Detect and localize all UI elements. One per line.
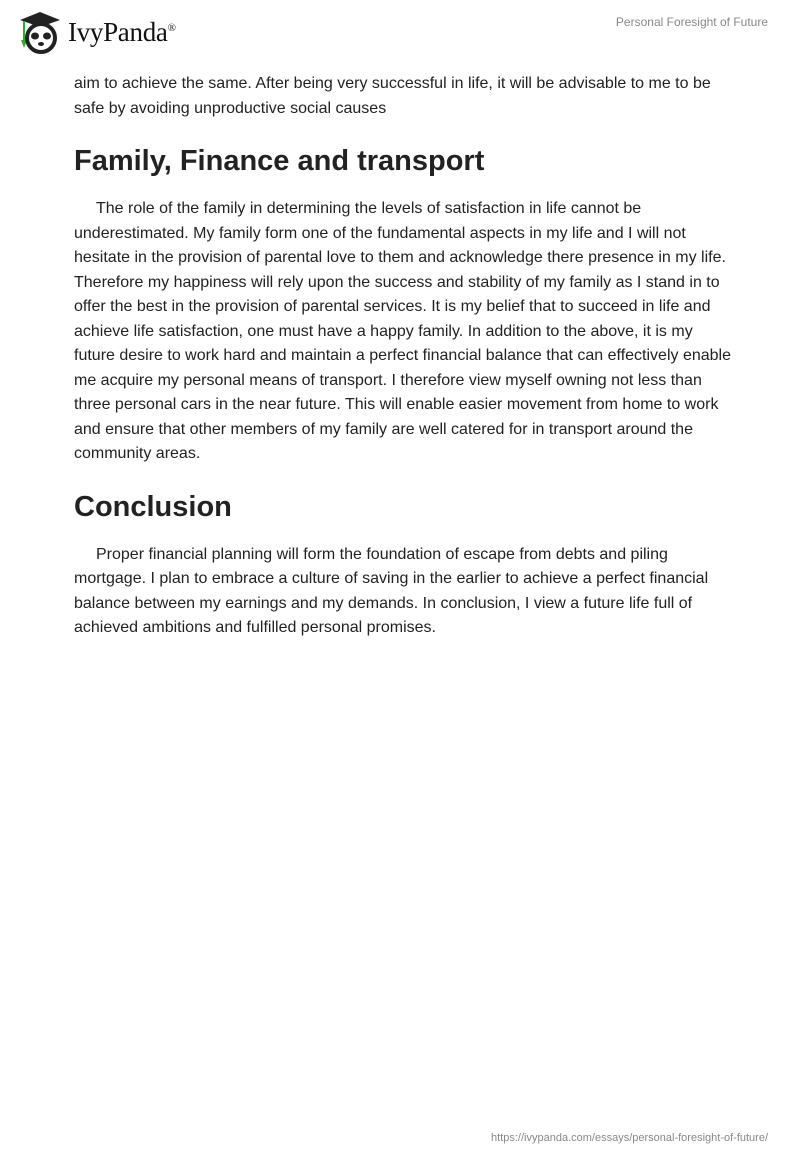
section-paragraph: The role of the family in determining the levels of satisfaction in life cannot be underestimated. My family form one of the fundamental aspects in my life and I will not hesitate in the provision of parental love to them and acknowledge there presence in my life. Therefore my happiness will rely upon the success and stability of my family as I stand in to offer the best in the provision of parental services. It is my belief that to succeed in life and achieve life satisfaction, one must have a happy family. In addition to the above, it is my future desire to work hard and maintain a perfect financial balance that can effectively enable me acquire my personal means of transport. I therefore view myself owning not less than three personal cars in the near future. This will enable easier movement from home to work and ensure that other members of my family are well catered for in transport around the community areas. bbox=[74, 200, 731, 462]
document-title: Personal Foresight of Future bbox=[615, 15, 768, 29]
panda-graduate-icon bbox=[16, 10, 62, 54]
section-heading: Conclusion bbox=[74, 490, 232, 523]
brand-name: IvyPanda® bbox=[68, 16, 176, 47]
section-heading: Family, Finance and transport bbox=[74, 145, 485, 177]
essay-body bbox=[74, 72, 734, 641]
intro-paragraph: aim to achieve the same. After being very successful in life, it will be advisable to me to be safe by avoiding unproductive social causes bbox=[74, 75, 711, 117]
section-paragraph: Proper financial planning will form the foundation of escape from debts and piling mortgage. I plan to embrace a culture of saving in the earlier to achieve a perfect financial balance between my earnings and my demands. In conclusion, I view a future life full of achieved ambitions and fulfilled personal promises. bbox=[74, 545, 709, 636]
ivypanda-logo[interactable] bbox=[16, 10, 176, 54]
source-url[interactable]: https://ivypanda.com/essays/personal-foresight-of-future/ bbox=[491, 1132, 768, 1144]
